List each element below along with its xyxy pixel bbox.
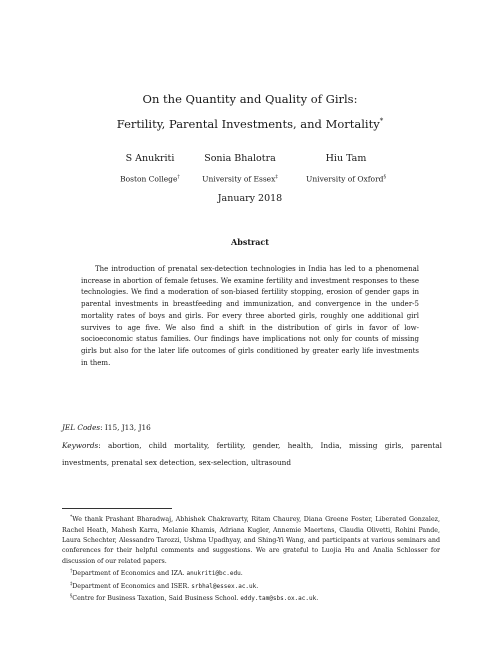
keywords-label: Keywords [62, 441, 99, 450]
author-affiliation: University of Oxford§ [306, 174, 386, 184]
jel-label: JEL Codes [62, 423, 101, 432]
author-name: Hiu Tam [325, 153, 367, 164]
footnote-acknowledgements: *We thank Prashant Bharadwaj, Abhishek Chakravarty, Ritam Chaurey, Diana Greene Foster, Liberated Gonzalez, Rachel Heath, Mahesh Karra, Melanie Khamis, Adriana Kugler, Annemie Maertens, Claudia Olivetti, Rohini Pande, Laura Schechter, Alessandro Tarozzi, Ushma Upadhyay, and Shing-Yi Wang, and participants at various seminars and conferences for their helpful comments and suggestions. We are grateful to Luojia Hu and Analia Schlosser for discussion of our related papers. [62, 515, 440, 565]
jel-value: : I15, J13, J16 [100, 423, 151, 432]
author-affiliation: University of Essex‡ [202, 174, 278, 184]
keywords-value: : abortion, child mortality, fertility, gender, health, India, missing girls, parental investments, prenatal sex detection, sex-selection, ultrasound [62, 441, 442, 467]
email-link[interactable]: anukriti@bc.edu [186, 570, 241, 578]
paper-title-line-1: On the Quantity and Quality of Girls: [142, 92, 358, 106]
paper-title-line-2 [0, 117, 500, 131]
abstract-body: The introduction of prenatal sex-detection technologies in India has led to a phenomenal increase in abortion of female fetuses. We examine fertility and investment responses to these technologies. We find a moderation of son-biased fertility stopping, erosion of gender gaps in parental investments in breastfeeding and immunization, and convergence in the under-5 mortality rates of boys and girls. For every three aborted girls, roughly one additional girl survives to age five. We also find a shift in the distribution of girls in favor of low-socioeconomic status families. Our findings have implications not only for counts of missing girls but also for the later life outcomes of girls conditioned by greater early life investments in them. [81, 265, 419, 367]
footnote-author-1: †Department of Economics and IZA. anukriti@bc.edu. [70, 569, 243, 578]
author-name: Sonia Bhalotra [204, 153, 276, 164]
abstract-heading: Abstract [231, 237, 269, 247]
keywords [62, 437, 442, 471]
footnote-author-3: §Centre for Business Taxation, Said Business School. eddy.tam@sbs.ox.ac.uk. [70, 594, 319, 603]
author-2 [180, 153, 300, 184]
title-footnote-mark: * [379, 117, 384, 126]
author-name: S Anukriti [125, 153, 175, 164]
author-3 [286, 153, 406, 184]
paper-date: January 2018 [217, 193, 283, 204]
footnote-rule [62, 508, 172, 509]
title-line-2-text: Fertility, Parental Investments, and Mortality [116, 117, 380, 131]
email-link[interactable]: srbhal@essex.ac.uk [191, 582, 257, 590]
jel-codes [62, 423, 442, 432]
author-affiliation: Boston College† [120, 174, 180, 184]
footnotes [62, 513, 440, 605]
email-link[interactable]: eddy.tam@sbs.ox.ac.uk [240, 595, 317, 603]
footnote-author-2: ‡Department of Economics and ISER. srbhal@essex.ac.uk. [70, 581, 259, 590]
